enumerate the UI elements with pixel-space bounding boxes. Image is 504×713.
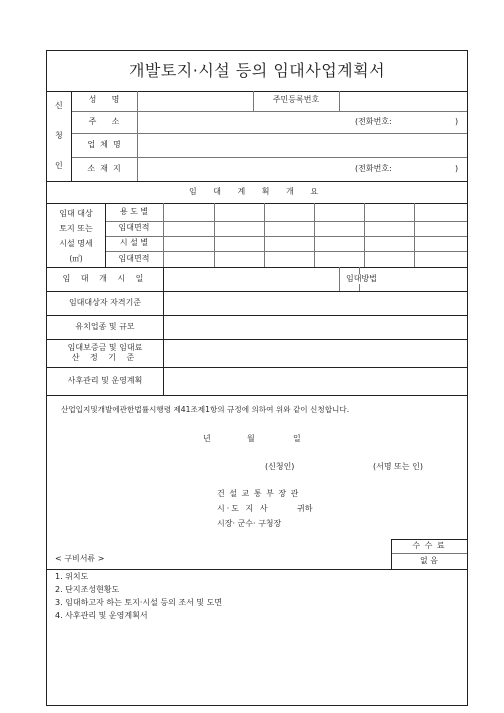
divider xyxy=(47,339,467,340)
qualification-field[interactable] xyxy=(165,293,465,313)
lease-row-label: 용 도 별 xyxy=(119,207,149,216)
divider xyxy=(391,539,467,540)
company-label: 업 체 명 xyxy=(87,140,121,149)
applicant-side-char: 청 xyxy=(55,131,63,140)
divider xyxy=(47,203,467,204)
divider xyxy=(314,203,315,267)
lease-method-field[interactable] xyxy=(393,269,465,289)
application-form xyxy=(46,50,468,706)
divider xyxy=(47,395,467,396)
lease-start-date-field[interactable] xyxy=(165,269,337,289)
divider xyxy=(214,203,215,267)
divider xyxy=(47,181,467,182)
name-field[interactable] xyxy=(139,93,251,109)
address-field[interactable] xyxy=(139,113,349,131)
form-title: 개발토지·시설 등의 임대사업계획서 xyxy=(128,61,386,80)
location-label: 소 재 지 xyxy=(87,164,121,173)
recipient-minister: 건 설 교 통 부 장 관 xyxy=(217,489,300,498)
deposit-label: 산 정 기 준 xyxy=(71,353,139,362)
lease-row-label: 시 설 별 xyxy=(119,238,149,247)
document-item: 4. 사후관리 및 운영계획서 xyxy=(55,611,148,620)
lease-start-date-label: 임 대 개 시 일 xyxy=(62,274,148,283)
divider xyxy=(163,267,164,395)
signature-seal-label: (서명 또는 인) xyxy=(373,462,423,471)
recipient-governor: 시·도 지 사 xyxy=(217,504,270,513)
lease-target-label: 시설 명세 xyxy=(59,239,93,248)
divider xyxy=(105,236,467,237)
lease-method-label: 임대방법 xyxy=(346,274,377,283)
name-label: 성 명 xyxy=(88,95,120,104)
phone-close: ) xyxy=(455,117,459,126)
document-item: 2. 단지조성현황도 xyxy=(55,585,120,594)
divider xyxy=(137,91,138,181)
divider xyxy=(414,203,415,267)
industry-field[interactable] xyxy=(165,317,465,337)
document-item: 3. 임대하고자 하는 토지·시설 등의 조서 및 도면 xyxy=(55,598,223,607)
divider xyxy=(391,553,467,554)
divider xyxy=(163,203,164,267)
phone-label: (전화번호: xyxy=(355,117,392,126)
address-label: 주 소 xyxy=(88,117,120,126)
divider xyxy=(47,569,467,570)
aftercare-label: 사후관리 및 운영계획 xyxy=(67,376,143,385)
lease-row-label: 임대면적 xyxy=(118,223,150,232)
lease-target-unit: (㎡) xyxy=(69,254,83,263)
fee-value: 없 음 xyxy=(420,556,438,565)
applicant-side-char: 인 xyxy=(55,161,63,170)
recipient-honorific: 귀하 xyxy=(297,504,313,513)
date-month: 월 xyxy=(247,434,255,443)
applicant-signature-label: (신청인) xyxy=(265,462,295,471)
application-statement: 산업입지및개발에관한법률시행령 제41조제1항의 규정에 의하여 위와 같이 신청합니다. xyxy=(61,405,350,414)
divider xyxy=(47,267,467,268)
lease-target-label: 토지 또는 xyxy=(59,224,93,233)
resident-number-label: 주민등록번호 xyxy=(272,95,320,104)
plan-overview-header: 임 대 계 획 개 요 xyxy=(188,187,326,196)
divider xyxy=(47,91,467,92)
document-item: 1. 위치도 xyxy=(55,572,89,581)
divider xyxy=(71,157,467,158)
lease-target-label: 임대 대상 xyxy=(59,209,93,218)
industry-label: 유치업종 및 규모 xyxy=(75,322,135,331)
fee-label: 수 수 료 xyxy=(412,541,446,550)
recipient-mayor: 시장· 군수· 구청장 xyxy=(217,519,282,528)
divider xyxy=(71,111,467,112)
divider xyxy=(339,91,340,111)
qualification-label: 임대대상자 자격기준 xyxy=(68,298,142,307)
phone-close: ) xyxy=(455,164,459,173)
date-day: 일 xyxy=(293,434,301,443)
divider xyxy=(105,221,467,222)
deposit-label: 임대보증금 및 임대료 xyxy=(67,343,143,352)
lease-row-label: 임대면적 xyxy=(118,254,150,263)
divider xyxy=(264,203,265,267)
divider xyxy=(105,251,467,252)
applicant-side-char: 신 xyxy=(55,101,63,110)
deposit-field[interactable] xyxy=(165,341,465,365)
aftercare-field[interactable] xyxy=(165,369,465,393)
divider xyxy=(47,367,467,368)
resident-number-field[interactable] xyxy=(341,93,465,109)
divider xyxy=(364,203,365,267)
date-year: 년 xyxy=(203,434,211,443)
phone-label: (전화번호: xyxy=(355,164,392,173)
location-field[interactable] xyxy=(139,159,349,179)
required-documents-header: < 구비서류 > xyxy=(55,554,105,563)
divider xyxy=(71,133,467,134)
divider xyxy=(47,315,467,316)
divider xyxy=(47,291,467,292)
company-field[interactable] xyxy=(139,135,465,155)
divider xyxy=(339,267,340,291)
